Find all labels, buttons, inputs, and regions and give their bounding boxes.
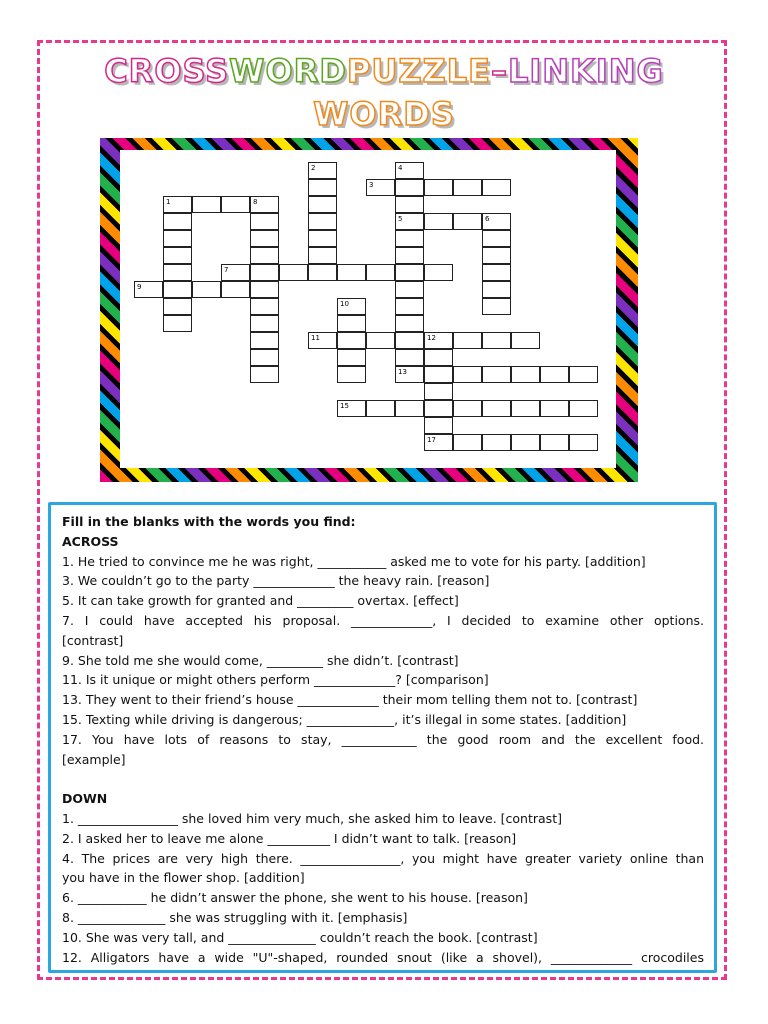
crossword-cell[interactable] [366,264,395,281]
crossword-cell[interactable] [337,332,366,349]
clue-down: 2. I asked her to leave me alone __________ I didn’t want to talk. [reason] [62,830,517,846]
crossword-cell[interactable] [134,281,163,298]
crossword-cell[interactable] [250,332,279,349]
clue-down: 1. ________________ she loved him very much, she asked him to leave. [contrast] [62,810,562,826]
crossword-cell[interactable] [424,383,453,400]
clue-down: 6. ___________ he didn’t answer the phone, she went to his house. [reason] [62,890,528,906]
clue-down: 10. She was very tall, and ______________ couldn’t reach the book. [contrast] [62,929,538,945]
crossword-cell[interactable] [395,349,424,366]
crossword-rainbow-border [100,138,638,482]
crossword-cell[interactable] [569,400,598,417]
crossword-cell[interactable] [250,196,279,213]
crossword-cell[interactable] [395,400,424,417]
crossword-cell[interactable] [221,196,250,213]
crossword-cell[interactable] [453,179,482,196]
crossword-cell[interactable] [308,332,337,349]
clue-across: [example] [62,751,126,767]
crossword-cell[interactable] [511,400,540,417]
crossword-cell[interactable] [163,230,192,247]
clue-across: 13. They went to their friend’s house _____________ their mom telling them not to. [contrast] [62,692,638,708]
crossword-cell[interactable] [453,366,482,383]
crossword-cell[interactable] [250,247,279,264]
title-segment: CROSS [104,52,230,90]
crossword-cell[interactable] [540,434,569,451]
clue-down: 8. ______________ she was struggling with it. [emphasis] [62,909,408,925]
clue-number: 15 [340,402,349,410]
crossword-cell[interactable] [221,264,250,281]
crossword-cell[interactable] [511,366,540,383]
clue-down: 4. The prices are very high there. ________________, you might have greater variety online than [62,850,704,866]
crossword-cell[interactable] [308,264,337,281]
worksheet-title-line1 [40,52,728,90]
crossword-cell[interactable] [337,400,366,417]
crossword-cell[interactable] [482,298,511,315]
crossword-cell[interactable] [163,281,192,298]
crossword-cell[interactable] [308,247,337,264]
crossword-cell[interactable] [395,162,424,179]
crossword-cell[interactable] [250,281,279,298]
crossword-cell[interactable] [192,196,221,213]
crossword-cell[interactable] [395,196,424,213]
crossword-cell[interactable] [250,298,279,315]
crossword-cell[interactable] [279,264,308,281]
crossword-cell[interactable] [250,264,279,281]
crossword-cell[interactable] [250,349,279,366]
title-segment: PUZZLE [346,52,491,90]
crossword-cell[interactable] [453,213,482,230]
clue-number: 13 [398,368,407,376]
crossword-cell[interactable] [308,179,337,196]
clue-down: 12. Alligators have a wide "U"-shaped, rounded snout (like a shovel), _____________ crocodiles [62,949,704,965]
title-segment: – [490,52,508,90]
crossword-cell[interactable] [337,349,366,366]
crossword-cell[interactable] [250,315,279,332]
crossword-cell[interactable] [482,366,511,383]
crossword-cell[interactable] [424,349,453,366]
instructions: Fill in the blanks with the words you find: [62,514,356,529]
crossword-cell[interactable] [395,332,424,349]
crossword-cell[interactable] [308,230,337,247]
crossword-cell[interactable] [221,281,250,298]
crossword-cell[interactable] [453,332,482,349]
crossword-cell[interactable] [540,366,569,383]
clue-down: you have in the flower shop. [addition] [62,870,305,886]
crossword-cell[interactable] [250,230,279,247]
clues-box [48,502,717,973]
crossword-cell[interactable] [424,332,453,349]
crossword-cell[interactable] [163,196,192,213]
crossword-cell[interactable] [482,281,511,298]
crossword-cell[interactable] [453,434,482,451]
crossword-cell[interactable] [540,400,569,417]
title-segment: LINKING [507,52,664,90]
worksheet-title-line2 [40,95,728,133]
clue-number: 11 [311,334,320,342]
crossword-cell[interactable] [337,264,366,281]
crossword-cell[interactable] [424,417,453,434]
clue-across: 1. He tried to convince me he was right, ___________ asked me to vote for his party. [addition] [62,553,646,569]
crossword-cell[interactable] [308,162,337,179]
crossword-cell[interactable] [482,332,511,349]
down-heading: DOWN [62,791,108,807]
clue-number: 17 [427,436,436,444]
crossword-cell[interactable] [250,366,279,383]
clue-number: 2 [311,164,316,172]
clue-number: 5 [398,215,403,223]
crossword-cell[interactable] [308,213,337,230]
clue-number: 12 [427,334,436,342]
crossword-cell[interactable] [308,196,337,213]
crossword-cell[interactable] [395,281,424,298]
clue-across: 9. She told me she would come, _________ she didn’t. [contrast] [62,652,459,668]
clue-number: 4 [398,164,403,172]
crossword-cell[interactable] [482,434,511,451]
crossword-cell[interactable] [163,247,192,264]
clue-across: 5. It can take growth for granted and _________ overtax. [effect] [62,593,459,609]
crossword-cell[interactable] [424,366,453,383]
crossword-cell[interactable] [395,366,424,383]
crossword-cell[interactable] [424,400,453,417]
crossword-cell[interactable] [424,264,453,281]
clue-number: 10 [340,300,349,308]
crossword-cell[interactable] [569,366,598,383]
clue-across: [contrast] [62,632,124,648]
crossword-cell[interactable] [453,400,482,417]
clue-across: 17. You have lots of reasons to stay, ____________ the good room and the excellent food. [62,731,704,747]
clue-number: 7 [224,266,229,274]
crossword-cell[interactable] [395,230,424,247]
clue-across: 11. Is it unique or might others perform _____________? [comparison] [62,672,489,688]
crossword-cell[interactable] [395,315,424,332]
crossword-cell[interactable] [424,434,453,451]
crossword-cell[interactable] [163,264,192,281]
title-segment: WORD [229,52,347,90]
crossword-cell[interactable] [395,179,424,196]
crossword-cell[interactable] [395,298,424,315]
crossword-cell[interactable] [511,332,540,349]
crossword-cell[interactable] [395,213,424,230]
clue-number: 3 [369,181,374,189]
crossword-cell[interactable] [163,298,192,315]
crossword-cell[interactable] [569,434,598,451]
crossword-cell[interactable] [482,400,511,417]
crossword-cell[interactable] [337,315,366,332]
crossword-cell[interactable] [366,332,395,349]
crossword-cell[interactable] [511,434,540,451]
crossword-cell[interactable] [482,213,511,230]
crossword-cell[interactable] [395,247,424,264]
crossword-cell[interactable] [482,264,511,281]
crossword-cell[interactable] [482,179,511,196]
crossword-cell[interactable] [424,179,453,196]
crossword-cell[interactable] [192,281,221,298]
crossword-cell[interactable] [250,213,279,230]
clue-number: 6 [485,215,490,223]
across-heading: ACROSS [62,533,119,549]
crossword-cell[interactable] [395,264,424,281]
crossword-cell[interactable] [163,213,192,230]
crossword-grid [120,150,616,468]
clue-number: 8 [253,198,258,206]
clue-across: 15. Texting while driving is dangerous; ______________, it’s illegal in some states. [addition] [62,711,627,727]
crossword-cell[interactable] [424,213,453,230]
crossword-cell[interactable] [366,400,395,417]
clue-number: 9 [137,283,142,291]
crossword-cell[interactable] [337,366,366,383]
clue-across: 7. I could have accepted his proposal. _____________, I decided to examine other options. [62,612,704,628]
title-segment: WORDS [313,95,455,133]
crossword-cell[interactable] [163,315,192,332]
clue-number: 1 [166,198,171,206]
crossword-cell[interactable] [337,298,366,315]
clue-across: 3. We couldn’t go to the party _____________ the heavy rain. [reason] [62,573,490,589]
crossword-cell[interactable] [366,179,395,196]
crossword-cell[interactable] [482,230,511,247]
crossword-cell[interactable] [482,247,511,264]
